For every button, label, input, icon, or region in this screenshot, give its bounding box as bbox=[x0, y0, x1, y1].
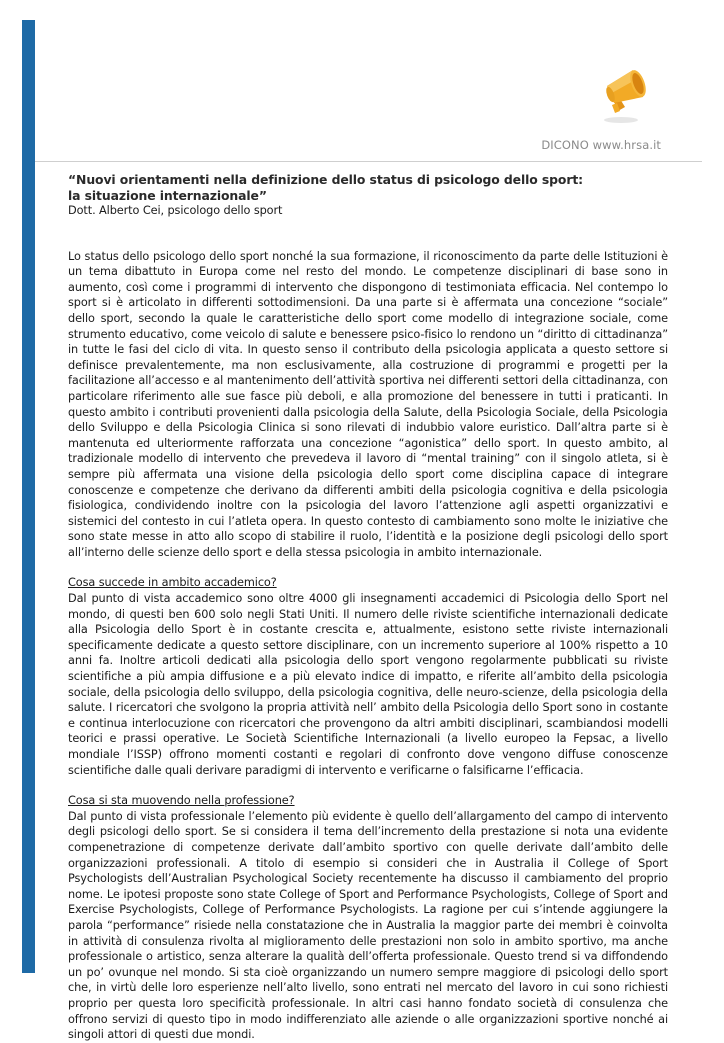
article bbox=[68, 172, 668, 1043]
page-accent-bar bbox=[22, 20, 35, 973]
section-heading-profession: Cosa si sta muovendo nella professione? bbox=[68, 794, 295, 808]
article-author: Dott. Alberto Cei, psicologo dello sport bbox=[68, 204, 283, 217]
article-title bbox=[68, 172, 668, 203]
header-divider bbox=[35, 161, 702, 162]
title-line-2: la situazione internazionale” bbox=[68, 187, 267, 203]
site-link[interactable]: DICONO www.hrsa.it bbox=[541, 138, 661, 152]
title-line-1: “Nuovi orientamenti nella definizione dello status di psicologo dello sport: bbox=[68, 172, 584, 187]
intro-paragraph: Lo status dello psicologo dello sport nonché la sua formazione, il riconoscimento da parte delle Istituzioni è un tema dibattuto in Europa come nel resto del mondo. Le competenze disciplinari di base sono in aumento, così come i programmi di intervento che dispongono di testimoniata efficacia. Nel contempo lo sport si è articolato in differenti sottodimensioni. Da una parte si è affermata una concezione “sociale” dello sport, secondo la quale le caratteristiche dello sport come modello di integrazione sociale, come strumento educativo, come veicolo di salute e benessere psico-fisico lo rendono un “diritto di cittadinanza” in tutte le fasi del ciclo di vita. In questo senso il contributo della psicologia applicata a questo settore si definisce prevalentemente, ma non esclusivamente, alla costruzione di programmi e progetti per la facilitazione all’accesso e al mantenimento dell’attività sportiva nei differenti settori della cittadinanza, con particolare riferimento alle sue fasce più deboli, e alla promozione del benessere in tutti i praticanti. In questo ambito i contributi provenienti dalla psicologia della Salute, della Psicologia Sociale, della Psicologia dello Sviluppo e della Psicologia Clinica si sono rilevati di indubbio valore euristico. Dall’altra parte si è mantenuta ed ulteriormente rafforzata una concezione “agonistica” dello sport. In questo ambito, al tradizionale modello di intervento che prevedeva il lavoro di “mental training” con il singolo atleta, si è sempre più affermata una visione della psicologia dello sport come disciplina capace di integrare conoscenze e competenze che derivano da differenti ambiti della psicologia cognitiva e della psicologia fisiologica, condividendo inoltre con la psicologia del lavoro l’attenzione agli aspetti organizzativi e sistemici del contesto in cui l’atleta opera. In questo contesto di cambiamento sono molte le iniziative che sono state messe in atto allo scopo di stabilire il ruolo, l’identità e la posizione degli psicologi dello sport all’interno delle scienze dello sport e della stessa psicologia in ambito internazionale. bbox=[68, 249, 668, 559]
section-body-profession: Dal punto di vista professionale l’elemento più evidente è quello dell’allargamento del campo di intervento degli psicologi dello sport. Se si considera il tema dell’incremento della prestazione si nota una evidente compenetrazione di competenze derivate dall’ambito sportivo con quelle derivate dall’ambito delle organizzazioni professionali. A titolo di esempio si consideri che in Australia il College of Sport Psychologists dell’Australian Psychological Society recentemente ha discusso il cambiamento del proprio nome. Le ipotesi proposte sono state College of Sport and Performance Psychologists, College of Sport and Exercise Psychologists, College of Performance Psychologists. La ragione per cui s’intende aggiungere la parola “performance” risiede nella constatazione che in Australia la maggior parte dei membri è coinvolta in attività di consulenza rivolta al miglioramento delle prestazioni non solo in ambito sportivo, ma anche professionale o artistico, senza alterare la qualità dell’offerta professionale. Questo trend si va diffondendo un po’ ovunque nel mondo. Si sta cioè organizzando un numero sempre maggiore di psicologi dello sport che, in virtù delle loro esperienze nell’alto livello, sono entrati nel mercato del lavoro in cui sono richiesti proprio per questa loro specificità professionale. In altri casi hanno fondato società di consulenza che offrono servizi di questo tipo in modo indifferenziato alle aziende o alle organizzazioni sportive nonché ai singoli attori di questi due mondi. bbox=[68, 809, 668, 1042]
section-body-academic: Dal punto di vista accademico sono oltre 4000 gli insegnamenti accademici di Psicologia dello Sport nel mondo, di questi ben 600 solo negli Stati Uniti. Il numero delle riviste scientifiche internazionali dedicate alla Psicologia dello Sport è in costante crescita e, attualmente, esistono sette riviste internazionali specificamente dedicate a questo settore disciplinare, con un incremento superiore al 100% rispetto a 10 anni fa. Inoltre articoli dedicati alla psicologia dello sport vengono regolarmente pubblicati su riviste scientifiche a più ampia diffusione e a più elevato indice di impatto, e riferite all’ambito della psicologia sociale, della psicologia dello sviluppo, della psicologia cognitiva, delle neuro-scienze, della psicologia della salute. I ricercatori che svolgono la propria attività nell’ ambito della Psicologia dello Sport sono in costante e continua interlocuzione con ricercatori che provengono da altri ambiti disciplinari, scambiandosi modelli teorici e prassi operative. Le Società Scientifiche Internazionali (a livello europeo la Fepsac, a livello mondiale l’ISSP) offrono momenti costanti e regolari di confronto dove vengono diffuse conoscenze scientifiche dalle quali derivare paradigmi di intervento e verificarne o falsificarne l’efficacia. bbox=[68, 592, 668, 777]
section-heading-academic: Cosa succede in ambito accademico? bbox=[68, 576, 277, 590]
megaphone-icon bbox=[601, 64, 653, 124]
